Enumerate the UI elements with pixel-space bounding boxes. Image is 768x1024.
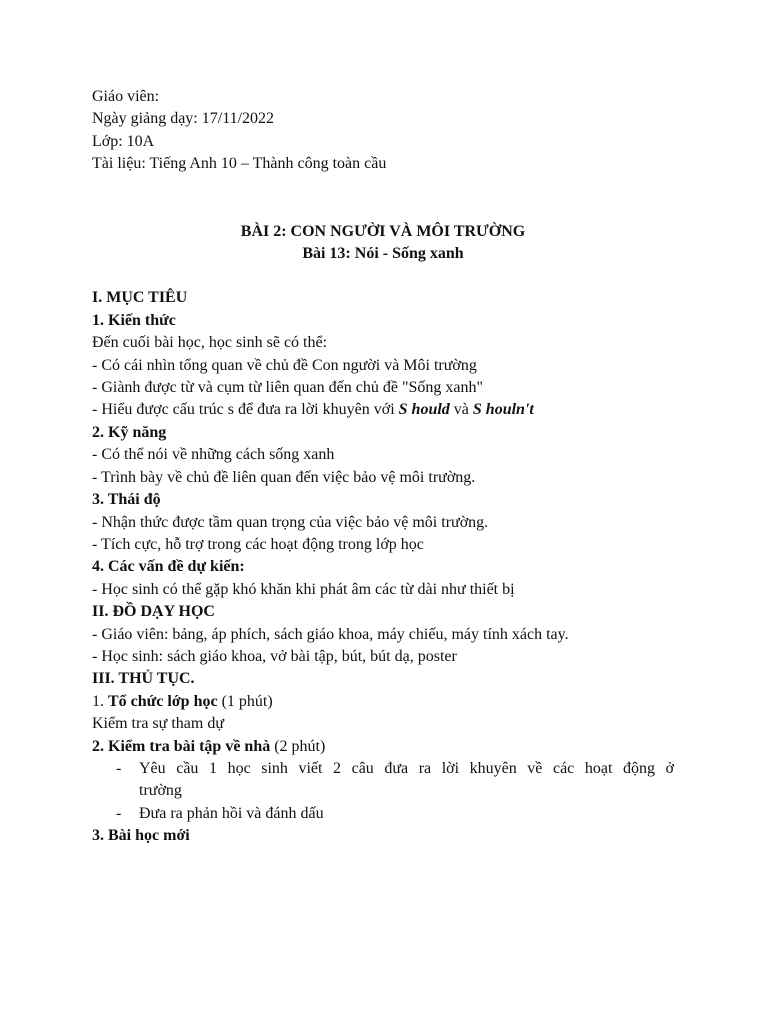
step2-bullet-list xyxy=(92,758,674,825)
skills-heading: 2. Kỹ năng xyxy=(92,423,167,441)
knowledge-item-text: - Hiểu được cấu trúc s để đưa ra lời khuyên với xyxy=(92,401,399,419)
material-line: Tài liệu: Tiếng Anh 10 – Thành công toàn cầu xyxy=(92,155,387,173)
step2-heading xyxy=(92,736,674,758)
unit-title: BÀI 2: CON NGƯỜI VÀ MÔI TRƯỜNG xyxy=(240,222,526,240)
teacher-line: Giáo viên: xyxy=(92,88,160,105)
attitude-item: - Nhận thức được tầm quan trọng của việc bảo vệ môi trường. xyxy=(92,513,489,531)
step2-time: (2 phút) xyxy=(270,737,326,755)
procedure-heading: III. THỦ TỤC. xyxy=(92,670,195,688)
attitude-item: - Tích cực, hỗ trợ trong các hoạt động trong lớp học xyxy=(92,535,424,553)
objectives-heading: I. MỤC TIÊU xyxy=(92,289,188,307)
knowledge-item xyxy=(92,399,674,421)
knowledge-heading: 1. Kiến thức xyxy=(92,311,176,329)
step1-heading xyxy=(92,691,674,713)
class-line: Lớp: 10A xyxy=(92,132,155,150)
attitude-heading: 3. Thái độ xyxy=(92,491,161,509)
teaching-date-line: Ngày giảng dạy: 17/11/2022 xyxy=(92,110,275,128)
bullet-dash: - xyxy=(116,804,122,822)
step3-heading: 3. Bài học mới xyxy=(92,827,190,845)
skills-item: - Trình bày về chủ đề liên quan đến việc bảo vệ môi trường. xyxy=(92,468,476,486)
bullet-text: Đưa ra phản hồi và đánh dấu xyxy=(139,804,324,822)
knowledge-item: - Có cái nhìn tổng quan về chủ đề Con người và Môi trường xyxy=(92,356,477,374)
knowledge-item-conjunction: và xyxy=(449,401,473,419)
knowledge-item: - Giành được từ và cụm từ liên quan đến chủ đề "Sống xanh" xyxy=(92,379,484,397)
lesson-plan-page xyxy=(92,86,674,848)
should-term: S hould xyxy=(398,401,450,419)
materials-item: - Học sinh: sách giáo khoa, vở bài tập, bút, bút dạ, poster xyxy=(92,647,457,665)
shouldnt-term: S houln't xyxy=(472,401,534,419)
step1-content: Kiểm tra sự tham dự xyxy=(92,715,224,733)
step2-title: 2. Kiểm tra bài tập về nhà xyxy=(92,737,271,755)
materials-heading: II. ĐỒ DẠY HỌC xyxy=(92,603,215,621)
step1-title: Tổ chức lớp học xyxy=(108,692,218,710)
bullet-dash: - xyxy=(116,759,122,777)
step1-time: (1 phút) xyxy=(217,692,273,710)
issues-heading: 4. Các vấn đề dự kiến: xyxy=(92,558,245,576)
issues-item: - Học sinh có thể gặp khó khăn khi phát âm các từ dài như thiết bị xyxy=(92,580,515,598)
skills-item: - Có thể nói về những cách sống xanh xyxy=(92,446,335,464)
knowledge-intro: Đến cuối bài học, học sinh sẽ có thể: xyxy=(92,334,328,352)
bullet-text-line: trường xyxy=(139,782,182,800)
list-item xyxy=(92,803,674,825)
bullet-text-line: Yêu cầu 1 học sinh viết 2 câu đưa ra lời khuyên về các hoạt động ở xyxy=(139,759,674,777)
lesson-title: Bài 13: Nói - Sống xanh xyxy=(302,245,464,263)
list-item xyxy=(92,758,674,803)
materials-item: - Giáo viên: bảng, áp phích, sách giáo khoa, máy chiếu, máy tính xách tay. xyxy=(92,625,569,643)
step1-number: 1. xyxy=(92,692,108,710)
